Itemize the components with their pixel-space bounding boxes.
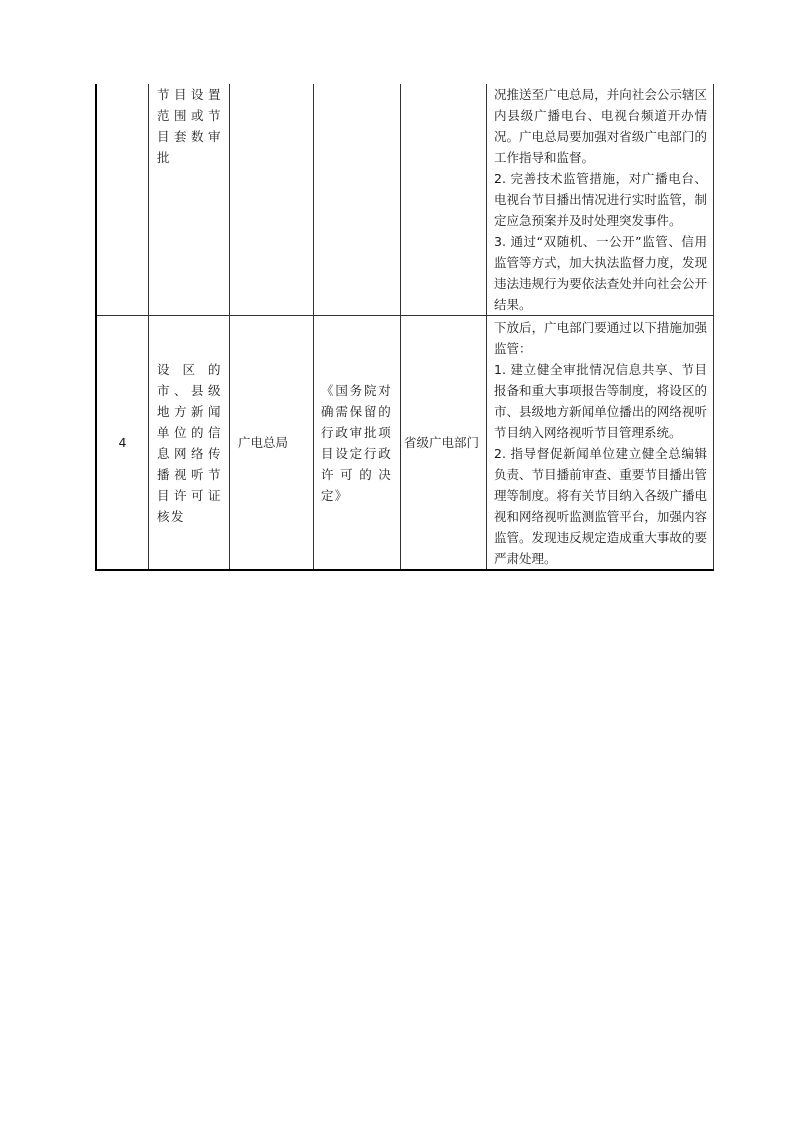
measure-paragraph: 况推送至广电总局，并向社会公示辖区内县级广播电台、电视台频道开办情况。广电总局要加强对省级广电部门的工作指导和监督。: [494, 87, 707, 165]
table-row: [96, 316, 714, 571]
measure-paragraph: 3. 通过“双随机、一公开”监管、信用监管等方式，加大执法监督力度，发现违法违规行为要依法查处并向社会公开结果。: [494, 234, 707, 312]
measures-text: [487, 84, 713, 315]
dept-name: 广电总局: [238, 435, 289, 450]
measures-cell: [487, 316, 714, 571]
measures-text: [487, 316, 713, 569]
basis-cell: [314, 316, 401, 571]
implementer-name: 省级广电部门: [404, 435, 480, 450]
basis-cell: [314, 84, 401, 316]
item-name-cell: [149, 316, 230, 571]
measure-paragraph: 2. 完善技术监管措施，对广播电台、电视台节目播出情况进行实时监管，制定应急预案并及时处理突发事件。: [494, 171, 707, 228]
approval-items-table: [95, 84, 714, 571]
implementer-cell: [401, 316, 487, 571]
dept-cell: [230, 316, 314, 571]
item-name: 节目设置范围或节目套数审批: [157, 87, 222, 165]
row-index: [96, 84, 149, 316]
implementer-cell: [401, 84, 487, 316]
measure-paragraph: 2. 指导督促新闻单位建立健全总编辑负责、节目播前审查、重要节目播出管理等制度。将有关节目纳入各级广播电视和网络视听监测监管平台，加强内容监管。发现违反规定造成重大事故的要严肃处理。: [494, 446, 707, 566]
table-row: [96, 84, 714, 316]
measures-cell: [487, 84, 714, 316]
item-name-cell: [149, 84, 230, 316]
dept-cell: [230, 84, 314, 316]
row-index: 4: [96, 316, 149, 571]
measure-paragraph: 1. 建立健全审批情况信息共享、节目报备和重大事项报告等制度，将设区的市、县级地方新闻单位播出的网络视听节目纳入网络视听节目管理系统。: [494, 362, 707, 440]
legal-basis: 《国务院对确需保留的行政审批项目设定行政许可的决定》: [321, 382, 392, 503]
measure-paragraph: 下放后，广电部门要通过以下措施加强监管：: [494, 320, 707, 356]
item-name: 设区的市、县级地方新闻单位的信息网络传播视听节目许可证核发: [157, 361, 222, 524]
